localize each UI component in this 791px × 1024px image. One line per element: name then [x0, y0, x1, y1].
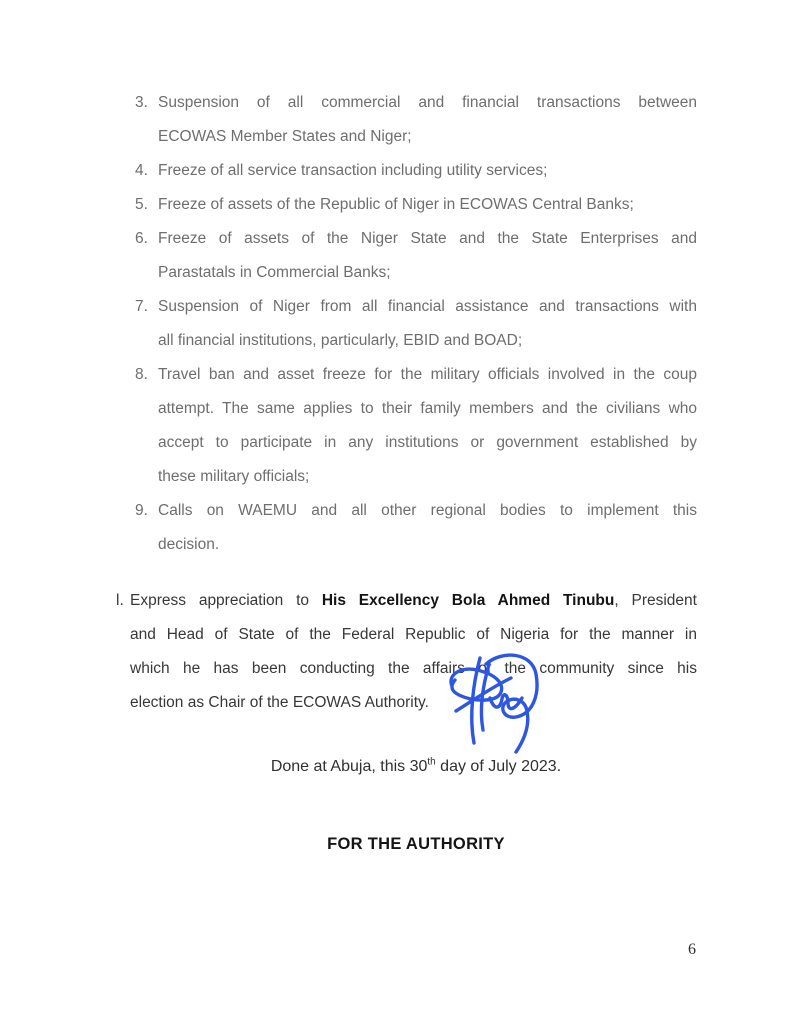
sanctions-list	[135, 86, 697, 562]
list-item-line: accept to participate in any institutions or government established by	[158, 434, 697, 451]
list-item-line: Freeze of all service transaction including utility services;	[158, 162, 548, 179]
list-item-number: 7.	[135, 298, 148, 315]
list-item-line: these military officials;	[158, 468, 310, 485]
paragraph-text: , President	[614, 592, 697, 609]
list-item-line: Calls on WAEMU and all other regional bodies to implement this	[158, 502, 697, 519]
list-item-line: Freeze of assets of the Republic of Niger in ECOWAS Central Banks;	[158, 196, 634, 213]
paragraph-marker: l.	[116, 592, 124, 609]
list-item-line: Travel ban and asset freeze for the military officials involved in the coup	[158, 366, 697, 383]
dateline-text: Done at Abuja, this 30	[270, 758, 428, 775]
list-item-line: Freeze of assets of the Niger State and the State Enterprises and	[158, 230, 697, 247]
authority-heading: FOR THE AUTHORITY	[327, 835, 505, 853]
dateline	[135, 754, 697, 780]
list-item-line: attempt. The same applies to their family members and the civilians who	[158, 400, 697, 417]
list-item	[135, 154, 697, 188]
list-item	[135, 188, 697, 222]
bold-dignitary-name: His Excellency Bola Ahmed Tinubu	[321, 592, 615, 609]
list-item-line: Suspension of all commercial and financial transactions between	[158, 94, 697, 111]
page-number: 6	[688, 941, 696, 958]
list-item	[135, 86, 697, 154]
paragraph-line	[130, 584, 697, 618]
appreciation-paragraph	[116, 584, 697, 720]
paragraph-line: and Head of State of the Federal Republic of Nigeria for the manner in	[130, 626, 697, 643]
list-item	[135, 494, 697, 562]
list-item-number: 8.	[135, 366, 148, 383]
ordinal-superscript: th	[427, 756, 436, 768]
paragraph-line: which he has been conducting the affairs of the community since his	[130, 660, 697, 677]
dateline-text: day of July 2023.	[435, 758, 562, 775]
list-item-number: 6.	[135, 230, 148, 247]
list-item-number: 9.	[135, 502, 148, 519]
list-item-line: all financial institutions, particularly, EBID and BOAD;	[158, 332, 523, 349]
list-item	[135, 222, 697, 290]
list-item-line: Parastatals in Commercial Banks;	[158, 264, 391, 281]
list-item-number: 5.	[135, 196, 148, 213]
list-item	[135, 358, 697, 494]
list-item-number: 4.	[135, 162, 148, 179]
list-item-number: 3.	[135, 94, 148, 111]
list-item-line: Suspension of Niger from all financial assistance and transactions with	[158, 298, 697, 315]
list-item-line: ECOWAS Member States and Niger;	[158, 128, 412, 145]
paragraph-line: election as Chair of the ECOWAS Authority.	[130, 694, 429, 711]
list-item-line: decision.	[158, 536, 220, 553]
paragraph-text: Express appreciation to	[130, 592, 322, 609]
list-item	[135, 290, 697, 358]
